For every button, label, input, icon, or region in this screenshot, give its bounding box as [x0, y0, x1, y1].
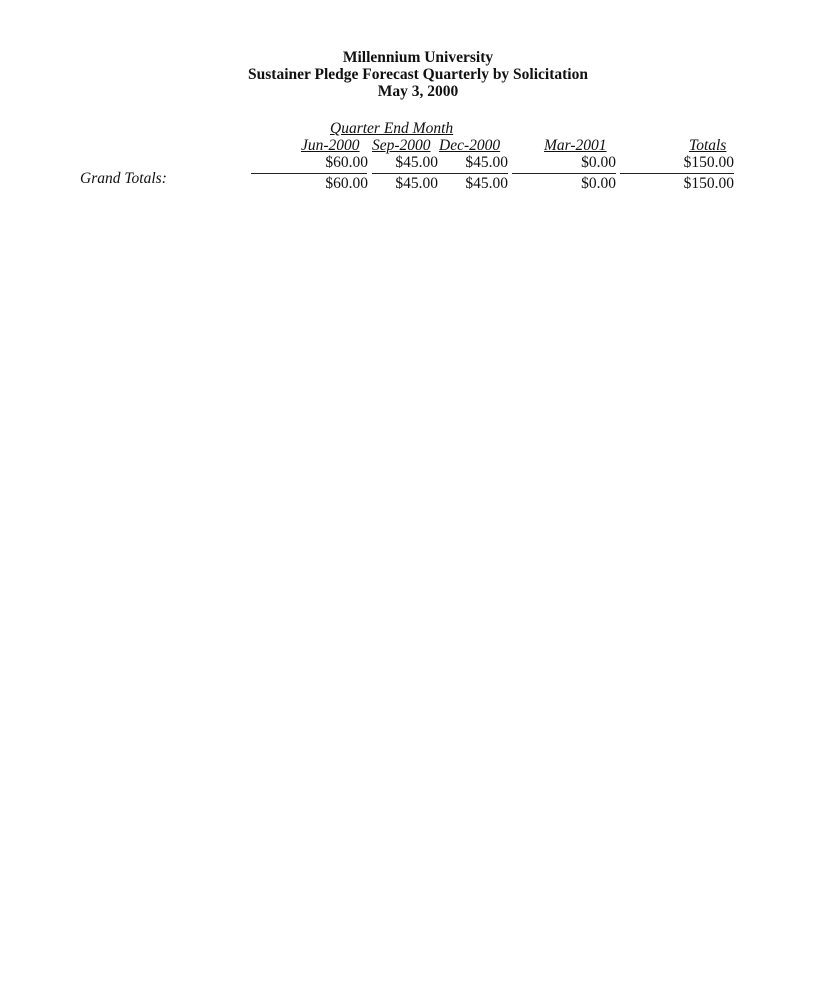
column-header-totals: Totals [689, 137, 727, 154]
grand-total-totals: $150.00 [683, 175, 734, 192]
rule-mar-2001 [512, 173, 616, 174]
detail-mar-2001: $0.00 [581, 154, 616, 171]
detail-totals: $150.00 [683, 154, 734, 171]
grand-total-jun-2000: $60.00 [325, 175, 368, 192]
grand-total-sep-2000: $45.00 [395, 175, 438, 192]
column-header-jun-2000: Jun-2000 [301, 137, 360, 154]
column-header-dec-2000: Dec-2000 [439, 137, 501, 154]
column-header-mar-2001: Mar-2001 [544, 137, 607, 154]
rule-jun-2000 [251, 173, 367, 174]
institution-name: Millennium University [342, 49, 494, 66]
grand-total-mar-2001: $0.00 [581, 175, 616, 192]
grand-totals-label: Grand Totals: [80, 170, 167, 187]
report-header [0, 49, 836, 100]
rule-totals [620, 173, 734, 174]
grand-total-dec-2000: $45.00 [465, 175, 508, 192]
detail-sep-2000: $45.00 [395, 154, 438, 171]
report-title: Sustainer Pledge Forecast Quarterly by Solicitation [248, 66, 588, 83]
report-date: May 3, 2000 [377, 83, 459, 100]
detail-dec-2000: $45.00 [465, 154, 508, 171]
detail-jun-2000: $60.00 [325, 154, 368, 171]
quarter-end-month-header: Quarter End Month [330, 120, 454, 137]
column-header-sep-2000: Sep-2000 [372, 137, 431, 154]
rule-sep-dec-2000 [372, 173, 508, 174]
